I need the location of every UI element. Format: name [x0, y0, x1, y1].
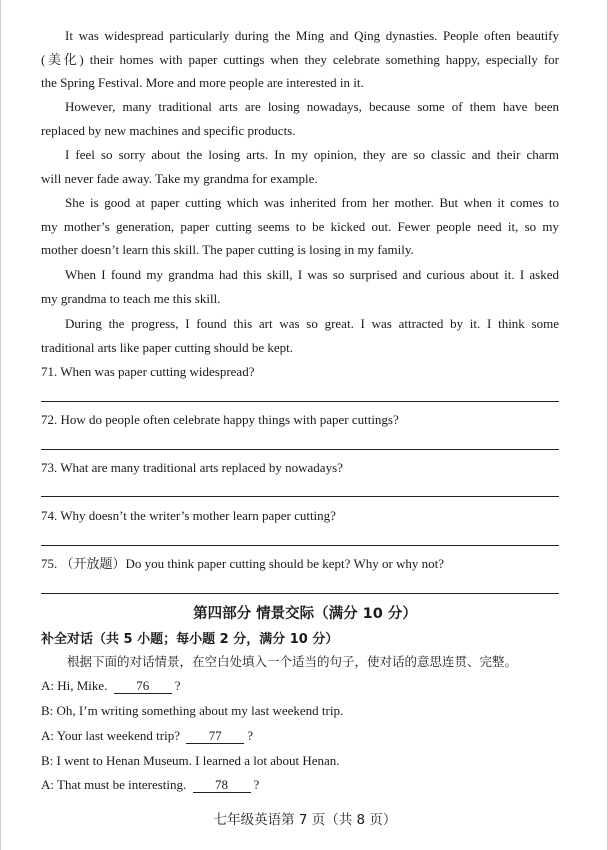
- blank-76[interactable]: 76: [114, 679, 172, 694]
- paragraph-4: [41, 191, 559, 262]
- section-subtitle: 补全对话（共 5 小题；每小题 2 分，满分 10 分）: [41, 632, 339, 647]
- text-line: the Spring Festival. More and more people are interested in it.: [41, 75, 364, 91]
- dialogue-line-4: [41, 752, 340, 770]
- text-line: my grandma to teach me this skill.: [41, 290, 221, 306]
- text-line: (美化) their homes with paper cuttings when they celebrate something happy, especially for: [41, 51, 559, 67]
- blank-77[interactable]: 77: [186, 729, 244, 744]
- text-line: traditional arts like paper cutting should be kept.: [41, 339, 293, 355]
- paragraph-5: [41, 263, 559, 310]
- text-line: It was widespread particularly during the Ming and Qing dynasties. People often beautify: [65, 28, 559, 43]
- text-line: will never fade away. Take my grandma for example.: [41, 170, 318, 186]
- paragraph-1: [41, 24, 559, 95]
- dialogue-text: B: Oh, I’m writing something about my last weekend trip.: [41, 703, 344, 718]
- blank-78[interactable]: 78: [193, 778, 251, 793]
- paragraph-6: [41, 312, 559, 359]
- answer-line-74[interactable]: [41, 545, 559, 546]
- dialogue-line-2: [41, 702, 343, 720]
- text-line: my mother’s generation, paper cutting seems to be kicked out. Fewer people need it, so my: [41, 218, 559, 234]
- dialogue-line-5: [41, 776, 259, 794]
- question-75: 75. （开放题）Do you think paper cutting should be kept? Why or why not?: [41, 556, 445, 571]
- text-line: replaced by new machines and specific products.: [41, 122, 296, 138]
- question-74: 74. Why doesn’t the writer’s mother learn paper cutting?: [41, 508, 336, 523]
- dialogue-text: B: I went to Henan Museum. I learned a lot about Henan.: [41, 753, 340, 768]
- text-line: She is good at paper cutting which was inherited from her mother. But when it comes to: [65, 195, 559, 210]
- dialogue-line-3: [41, 727, 253, 745]
- question-73: 73. What are many traditional arts replaced by nowadays?: [41, 460, 343, 475]
- text-line: I feel so sorry about the losing arts. In my opinion, they are so classic and their charm: [65, 147, 559, 162]
- text-line: mother doesn’t learn this skill. The paper cutting is losing in my family.: [41, 242, 414, 258]
- section-instruction: 根据下面的对话情景，在空白处填入一个适当的句子，使对话的意思连贯、完整。: [67, 654, 518, 669]
- question-72: 72. How do people often celebrate happy things with paper cuttings?: [41, 412, 399, 427]
- question-71: 71. When was paper cutting widespread?: [41, 364, 255, 379]
- page-footer: 七年级英语第 7 页（共 8 页）: [213, 812, 397, 828]
- answer-line-73[interactable]: [41, 496, 559, 497]
- paragraph-3: [41, 143, 559, 190]
- text-line: When I found my grandma had this skill, I was so surprised and curious about it. I asked: [65, 267, 559, 282]
- answer-line-75[interactable]: [41, 593, 559, 594]
- dialogue-text: A: That must be interesting.: [41, 777, 187, 792]
- dialogue-line-1: [41, 677, 180, 695]
- section-title: 第四部分 情景交际（满分 10 分）: [193, 606, 417, 622]
- answer-line-72[interactable]: [41, 449, 559, 450]
- dialogue-punct: ?: [174, 678, 181, 693]
- dialogue-text: A: Hi, Mike.: [41, 678, 108, 693]
- answer-line-71[interactable]: [41, 401, 559, 402]
- dialogue-punct: ?: [247, 728, 254, 743]
- text-line: However, many traditional arts are losing nowadays, because some of them have been: [65, 99, 559, 114]
- paragraph-2: [41, 95, 559, 142]
- text-line: During the progress, I found this art was so great. I was attracted by it. I think some: [65, 316, 559, 331]
- dialogue-punct: ?: [253, 777, 260, 792]
- dialogue-text: A: Your last weekend trip?: [41, 728, 181, 743]
